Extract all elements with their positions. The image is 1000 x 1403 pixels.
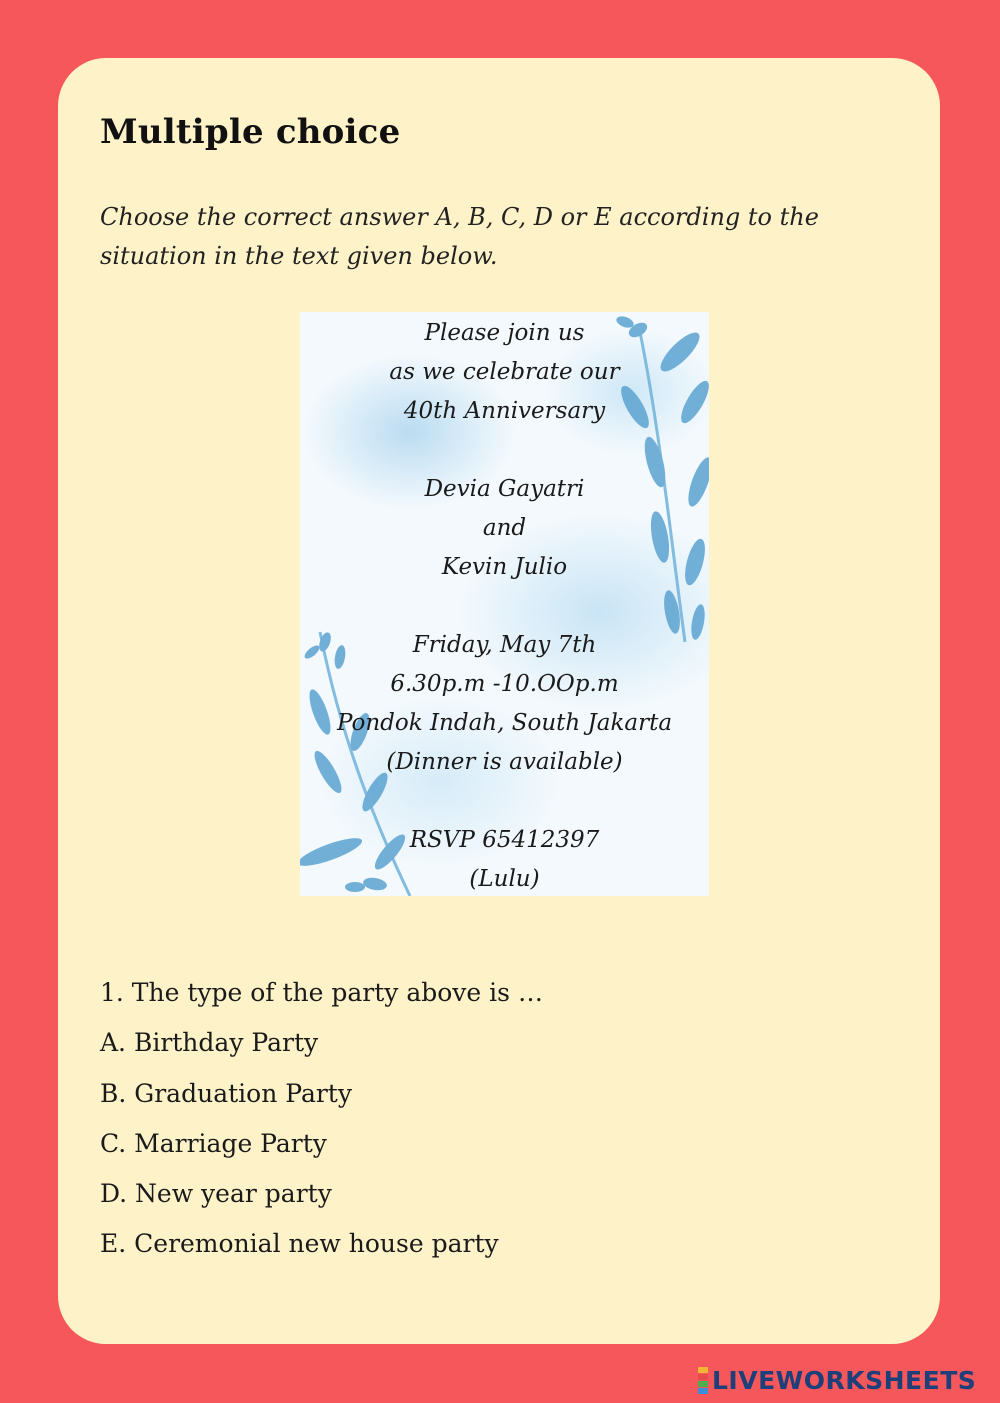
answer-option-c[interactable]: C. Marriage Party bbox=[100, 1128, 327, 1158]
question-block bbox=[100, 968, 543, 1270]
answer-option-a[interactable]: A. Birthday Party bbox=[100, 1028, 319, 1058]
invitation-card bbox=[300, 312, 709, 896]
answer-option-d[interactable]: D. New year party bbox=[100, 1179, 332, 1209]
invitation-line bbox=[300, 587, 709, 626]
invitation-text bbox=[300, 312, 709, 896]
worksheet-instructions: Choose the correct answer A, B, C, D or E according to the situation in the text given below. bbox=[100, 203, 819, 270]
invitation-line: Devia Gayatri bbox=[424, 476, 585, 502]
invitation-line: (Lulu) bbox=[469, 866, 540, 892]
liveworksheets-logo bbox=[698, 1366, 976, 1395]
answer-option-b[interactable]: B. Graduation Party bbox=[100, 1078, 352, 1108]
question-prompt: 1. The type of the party above is … bbox=[100, 978, 543, 1007]
liveworksheets-logo-icon bbox=[698, 1367, 708, 1394]
liveworksheets-logo-text: LIVEWORKSHEETS bbox=[712, 1366, 977, 1395]
invitation-line: as we celebrate our bbox=[389, 359, 620, 385]
invitation-line: Please join us bbox=[424, 320, 585, 346]
invitation-line: (Dinner is available) bbox=[386, 749, 623, 775]
answer-option-e[interactable]: E. Ceremonial new house party bbox=[100, 1229, 499, 1259]
invitation-line: and bbox=[482, 515, 527, 541]
invitation-line: Kevin Julio bbox=[441, 554, 568, 580]
invitation-line bbox=[300, 782, 709, 821]
invitation-line: RSVP 65412397 bbox=[409, 827, 600, 853]
invitation-line: Pondok Indah, South Jakarta bbox=[336, 710, 673, 736]
invitation-line: 40th Anniversary bbox=[403, 398, 606, 424]
invitation-line: 6.30p.m -10.OOp.m bbox=[390, 671, 619, 697]
invitation-line: Friday, May 7th bbox=[412, 632, 597, 658]
invitation-line bbox=[300, 431, 709, 470]
worksheet-title: Multiple choice bbox=[100, 112, 401, 152]
